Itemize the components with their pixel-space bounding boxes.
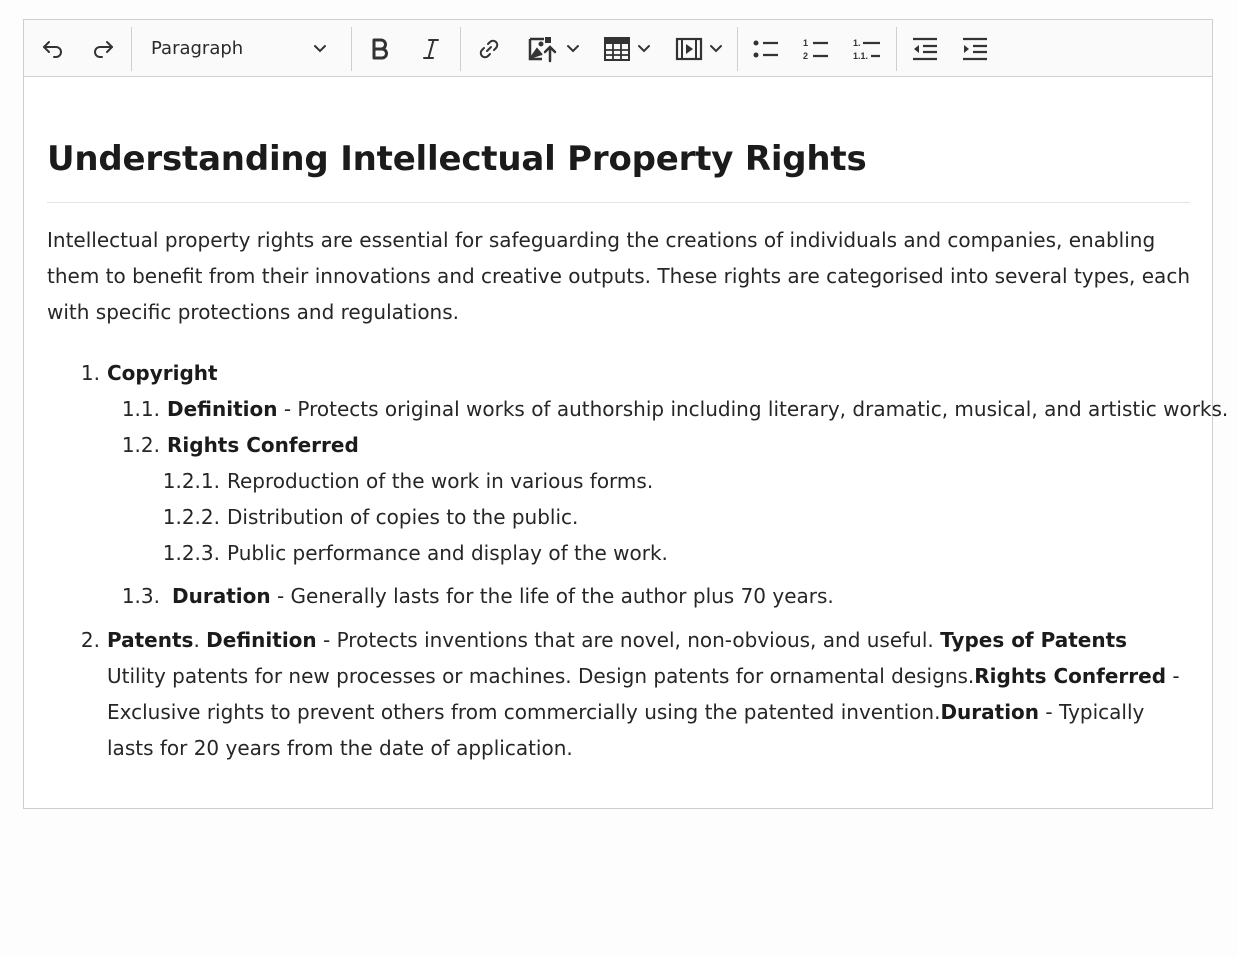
- chevron-down-icon: [566, 42, 580, 56]
- toolbar-separator: [737, 27, 738, 71]
- svg-text:1.1.: 1.1.: [853, 50, 869, 61]
- list-number: 1.2.: [121, 433, 160, 457]
- list-item-text: - Generally lasts for the life of the author plus 70 years.: [270, 584, 834, 608]
- toolbar-separator: [896, 27, 897, 71]
- list-item-text: - Protects original works of authorship including literary, dramatic, musical, and artistic works.: [277, 397, 1229, 421]
- svg-text:2: 2: [803, 50, 809, 61]
- list-item-bold: Definition: [167, 397, 278, 421]
- list-item-text: - Typically lasts for 20 years from the date of application.: [107, 700, 1145, 760]
- heading-dropdown[interactable]: [137, 20, 337, 77]
- list-item: Public performance and display of the work.: [227, 541, 668, 565]
- svg-text:1: 1: [803, 37, 809, 48]
- list-item-bold: Types of Patents: [940, 628, 1128, 652]
- link-icon: [476, 36, 502, 62]
- list-item-text: Utility patents for new processes or machines. Design patents for ornamental designs.: [107, 664, 975, 688]
- toolbar-separator: [131, 27, 132, 71]
- list-item-copyright: [107, 355, 218, 391]
- indent-button[interactable]: [958, 20, 992, 77]
- indent-icon: [961, 36, 989, 62]
- link-button[interactable]: [472, 20, 506, 77]
- list-item-text: - Protects inventions that are novel, non-obvious, and useful.: [316, 628, 941, 652]
- italic-icon: [419, 37, 443, 61]
- list-number: 1.2.3.: [162, 541, 220, 565]
- table-icon: [603, 36, 631, 62]
- editor-content-area[interactable]: [24, 77, 1229, 808]
- list-number: 1.1.: [121, 397, 160, 421]
- image-upload-icon: [526, 35, 560, 63]
- bulleted-list-icon: [752, 37, 780, 61]
- bold-button[interactable]: [363, 20, 397, 77]
- list-item-bold: Duration: [940, 700, 1040, 724]
- outdent-button[interactable]: [908, 20, 942, 77]
- list-number: 1.2.1.: [162, 469, 220, 493]
- numbered-list-icon: [802, 36, 830, 62]
- list-item-title: Copyright: [107, 361, 218, 385]
- outdent-icon: [911, 36, 939, 62]
- toolbar-separator: [351, 27, 352, 71]
- undo-icon: [40, 36, 66, 62]
- svg-text:1.: 1.: [853, 37, 861, 48]
- heading-divider: [47, 202, 1190, 203]
- document-heading: Understanding Intellectual Property Rights: [47, 139, 867, 179]
- list-item: [167, 391, 1228, 427]
- rich-text-editor: [23, 19, 1229, 809]
- multilevel-list-icon: [852, 36, 882, 62]
- list-item-bold: Rights Conferred: [167, 433, 359, 457]
- list-item-bold: Duration: [172, 584, 271, 608]
- list-item-bold: Definition: [206, 628, 317, 652]
- list-item: Reproduction of the work in various forms.: [227, 469, 654, 493]
- redo-icon: [90, 36, 116, 62]
- insert-image-button[interactable]: [521, 20, 585, 77]
- list-item-text: - Exclusive rights to prevent others from commercially using the patented invention.: [107, 664, 1180, 724]
- list-item-bold: Rights Conferred: [974, 664, 1167, 688]
- intro-paragraph: Intellectual property rights are essential for safeguarding the creations of individuals and companies, enabling them to benefit from their innovations and creative outputs. These rights are categorised into several types, each with specific protections and regulations.: [47, 228, 1190, 324]
- undo-button[interactable]: [36, 20, 70, 77]
- toolbar-separator: [460, 27, 461, 71]
- list-item: Distribution of copies to the public.: [227, 505, 579, 529]
- list-item: [167, 427, 359, 463]
- list-number: 1.3.: [121, 584, 160, 608]
- bulleted-list-button[interactable]: [748, 20, 784, 77]
- numbered-list-button[interactable]: [798, 20, 834, 77]
- media-icon: [675, 36, 703, 62]
- chevron-down-icon: [637, 42, 651, 56]
- editor-toolbar: [24, 20, 1212, 77]
- list-item-text: .: [193, 628, 207, 652]
- list-item-patents: [107, 622, 1190, 766]
- chevron-down-icon: [313, 42, 327, 56]
- list-number: 2.: [80, 628, 100, 652]
- redo-button[interactable]: [86, 20, 120, 77]
- list-item: [172, 578, 834, 614]
- insert-media-button[interactable]: [669, 20, 729, 77]
- bold-icon: [368, 37, 392, 61]
- insert-table-button[interactable]: [597, 20, 657, 77]
- list-number: 1.: [80, 361, 100, 385]
- multilevel-list-button[interactable]: [848, 20, 886, 77]
- heading-dropdown-label: Paragraph: [151, 38, 244, 59]
- chevron-down-icon: [709, 42, 723, 56]
- list-item-bold: Patents: [107, 628, 194, 652]
- list-number: 1.2.2.: [162, 505, 220, 529]
- italic-button[interactable]: [414, 20, 448, 77]
